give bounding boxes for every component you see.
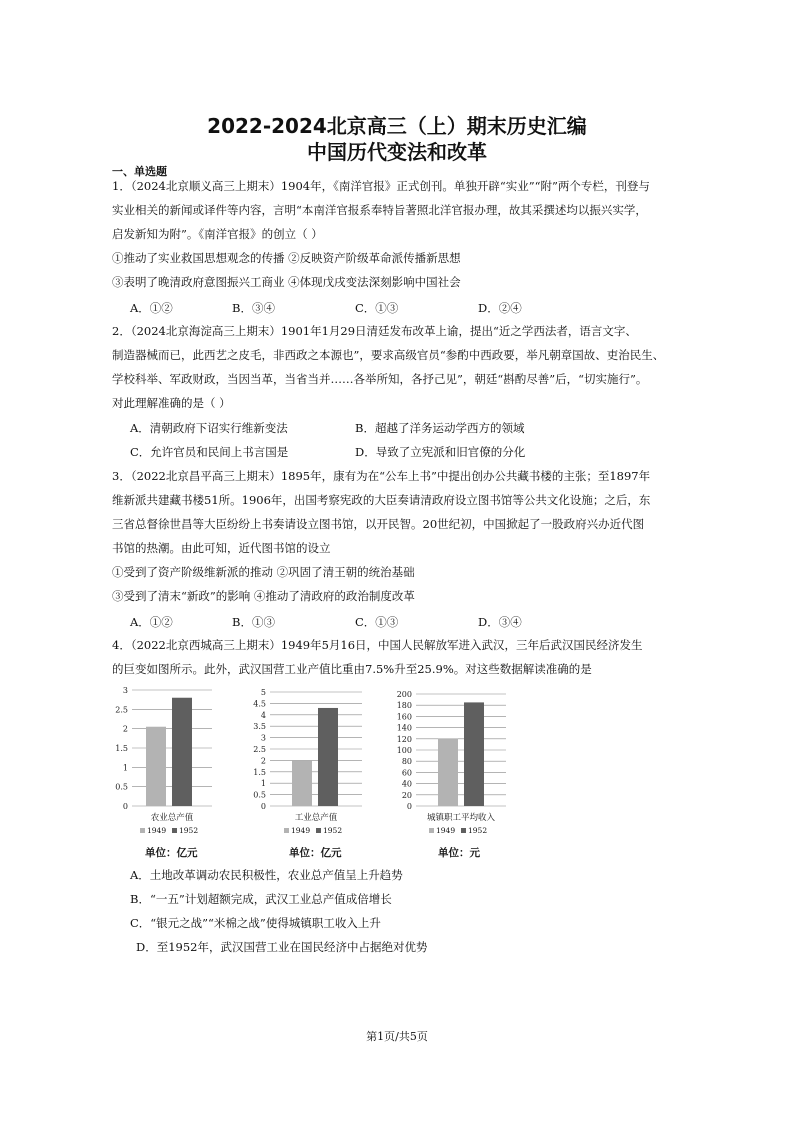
q3-line: ③受到了清末“新政”的影响 ④推动了清政府的政治制度改革 [112, 589, 415, 603]
chart-title: 工业总产值 [294, 813, 338, 823]
y-tick-label: 1 [122, 763, 128, 773]
bar-1952 [464, 702, 484, 806]
y-tick-label: 5 [260, 688, 266, 697]
legend-label: 1952 [468, 826, 488, 835]
y-tick-label: 140 [396, 723, 412, 733]
y-tick-label: 3 [122, 686, 128, 695]
y-tick-label: 80 [401, 757, 412, 767]
q4-option-d[interactable]: D．至1952年，武汉国营工业在国民经济中占据绝对优势 [136, 940, 428, 954]
q4-line: 的巨变如图所示。此外，武汉国营工业产值比重由7.5%升至25.9%。对这些数据解读准确的是 [112, 662, 592, 676]
legend-label: 1952 [179, 826, 199, 835]
worker-income-chart [392, 684, 512, 842]
y-tick-label: 3.5 [253, 722, 266, 732]
y-tick-label: 3 [260, 733, 266, 743]
q3-option-c[interactable]: C．①③ [355, 615, 399, 629]
q4-line: 4．（2022北京西城高三上期末）1949年5月16日，中国人民解放军进入武汉，三年后武汉国民经济发生 [112, 638, 643, 652]
y-tick-label: 0.5 [115, 782, 128, 792]
q1-line: 启发新知为附”。《南洋官报》的创立（ ） [112, 227, 323, 241]
q3-line: ①受到了资产阶级维新派的推动 ②巩固了清王朝的统治基础 [112, 565, 415, 579]
y-tick-label: 4 [260, 710, 266, 720]
page-subtitle: 中国历代变法和改革 [307, 140, 487, 164]
q2-line: 2．（2024北京海淀高三上期末）1901年1月29日清廷发布改革上谕，提出“近之学西法者，语言文字、 [112, 324, 637, 338]
bar-1952 [318, 708, 338, 806]
legend-label: 1952 [323, 826, 343, 835]
q1-option-b[interactable]: B．③④ [232, 301, 275, 315]
legend-swatch [284, 828, 289, 833]
chart-unit: 单位：亿元 [145, 847, 198, 859]
y-tick-label: 1 [260, 779, 266, 789]
q1-option-a[interactable]: A．①② [130, 301, 173, 315]
y-tick-label: 100 [396, 746, 412, 755]
legend-label: 1949 [436, 826, 456, 835]
q4-option-b[interactable]: B．“一五”计划超额完成，武汉工业总产值成倍增长 [130, 892, 392, 906]
q3-option-d[interactable]: D．③④ [478, 615, 522, 629]
industry-output-chart [252, 684, 370, 842]
q1-option-c[interactable]: C．①③ [355, 301, 399, 315]
y-tick-label: 40 [401, 779, 412, 789]
legend-swatch [172, 828, 177, 833]
page-title: 2022-2024北京高三（上）期末历史汇编 [207, 114, 587, 138]
y-tick-label: 4.5 [253, 699, 266, 709]
legend-swatch [316, 828, 321, 833]
y-tick-label: 2 [122, 724, 128, 734]
legend-label: 1949 [147, 826, 167, 835]
y-tick-label: 160 [396, 712, 412, 722]
q1-line: ①推动了实业救国思想观念的传播 ②反映资产阶级革命派传播新思想 [112, 251, 461, 265]
y-tick-label: 200 [396, 690, 412, 699]
q3-line: 3．（2022北京昌平高三上期末）1895年，康有为在“公车上书”中提出创办公共藏书楼的主张；至1897年 [112, 469, 651, 483]
bar-1949 [438, 739, 458, 806]
bar-1952 [172, 698, 192, 806]
bar-1949 [292, 760, 312, 806]
q2-option-c[interactable]: C．允许官员和民间上书言国是 [130, 445, 289, 459]
y-tick-label: 180 [396, 701, 412, 711]
chart-unit: 单位：元 [438, 847, 480, 859]
bar-1949 [146, 727, 166, 806]
q4-option-a[interactable]: A．土地改革调动农民积极性，农业总产值呈上升趋势 [130, 868, 403, 882]
chart-title: 农业总产值 [150, 813, 194, 823]
q3-line: 书馆的热潮。由此可知，近代图书馆的设立 [112, 541, 331, 555]
q2-line: 制造器械而已，此西艺之皮毛，非西政之本源也”，要求高级官员“参酌中西政要，举凡朝章国故、吏治民生、 [112, 348, 665, 362]
y-tick-label: 2.5 [253, 745, 266, 754]
q2-line: 学校科举、军政财政，当因当革，当省当并……各举所知，各抒己见”，朝廷“斟酌尽善”后，“切实施行”。 [112, 372, 648, 386]
q1-option-d[interactable]: D．②④ [478, 301, 522, 315]
q3-option-b[interactable]: B．①③ [232, 615, 275, 629]
y-tick-label: 60 [401, 768, 412, 778]
chart-unit: 单位：亿元 [289, 847, 342, 859]
page-footer: 第1页/共5页 [366, 1030, 428, 1043]
y-tick-label: 2 [260, 756, 266, 766]
q1-line: ③表明了晚清政府意图振兴工商业 ④体现戊戌变法深刻影响中国社会 [112, 275, 461, 289]
q3-line: 三省总督徐世昌等大臣纷纷上书奏请设立图书馆，以开民智。20世纪初，中国掀起了一股政府兴办近代图 [112, 517, 645, 531]
y-tick-label: 1.5 [115, 744, 128, 753]
q3-line: 维新派共建藏书楼51所。1906年，出国考察宪政的大臣奏请清政府设立图书馆等公共文化设施；之后，东 [112, 493, 651, 507]
y-tick-label: 0 [122, 802, 128, 811]
legend-swatch [461, 828, 466, 833]
q2-option-b[interactable]: B．超越了洋务运动学西方的领域 [355, 421, 525, 435]
legend-label: 1949 [291, 826, 311, 835]
q3-option-a[interactable]: A．①② [130, 615, 173, 629]
q1-line: 实业相关的新闻或译件等内容，言明“本南洋官报系奉特旨著照北洋官报办理，故其采撰述均以振兴实学， [112, 203, 647, 217]
y-tick-label: 2.5 [115, 705, 128, 715]
chart-title: 城镇职工平均收入 [426, 813, 496, 823]
q1-line: 1．（2024北京顺义高三上期末）1904年，《南洋官报》正式创刊。单独开辟“实业”“附”两个专栏，刊登与 [112, 179, 650, 193]
section-heading: 一、单选题 [112, 165, 167, 178]
y-tick-label: 1.5 [253, 767, 266, 777]
y-tick-label: 120 [396, 734, 412, 744]
y-tick-label: 0.5 [253, 790, 266, 800]
agri-output-chart [110, 684, 220, 842]
q2-line: 对此理解准确的是（ ） [112, 396, 231, 410]
q4-option-c[interactable]: C．“银元之战”“米棉之战”使得城镇职工收入上升 [130, 916, 381, 930]
y-tick-label: 0 [406, 802, 412, 811]
y-tick-label: 20 [401, 790, 412, 800]
legend-swatch [140, 828, 145, 833]
q2-option-d[interactable]: D．导致了立宪派和旧官僚的分化 [355, 445, 526, 459]
y-tick-label: 0 [260, 802, 266, 811]
legend-swatch [429, 828, 434, 833]
q2-option-a[interactable]: A．清朝政府下诏实行维新变法 [130, 421, 288, 435]
